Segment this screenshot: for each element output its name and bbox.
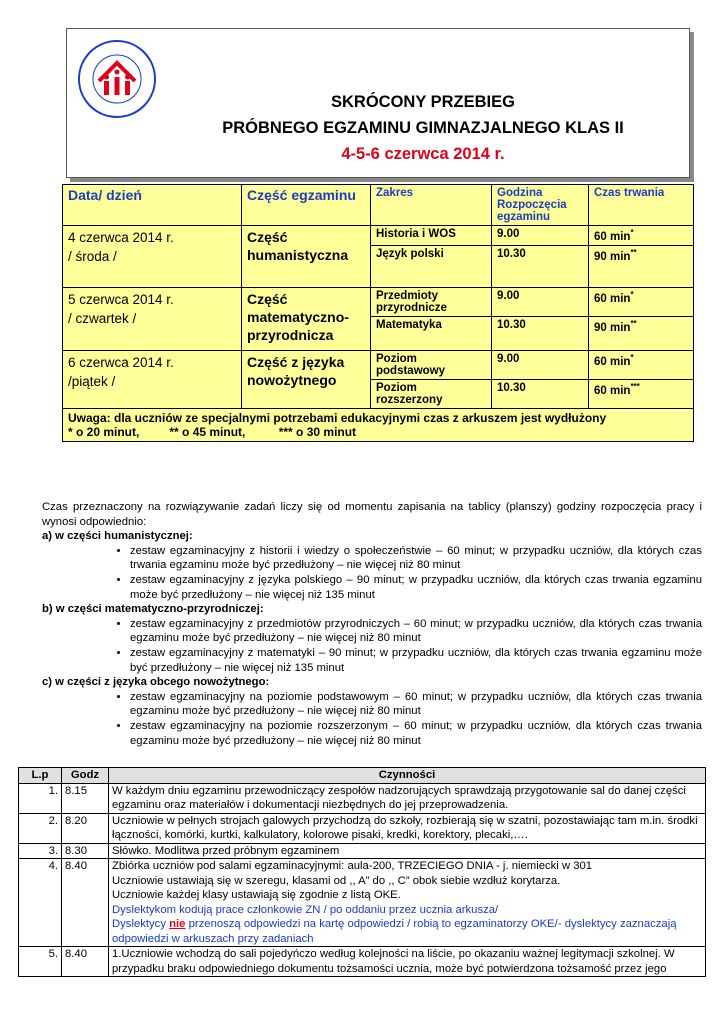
durations-text [42, 500, 702, 748]
start-cell: 9.00 [492, 287, 589, 316]
scope-cell: Matematyka [371, 316, 492, 350]
day-3-part: Część z języka nowożytnego [242, 350, 371, 408]
step-action [109, 859, 706, 947]
section-heading: a) w części humanistycznej: [42, 530, 193, 543]
duration-cell: 60 min*** [589, 379, 694, 408]
steps-table [18, 767, 706, 977]
schedule-table [62, 184, 694, 442]
start-cell: 10.30 [492, 316, 589, 350]
step-action: Słówko. Modlitwa przed próbnym egzaminem [109, 843, 706, 859]
list-item: • zestaw egzaminacyjny z języka polskiego – 90 minut; w przypadku uczniów, dla których czas trwania egzaminu może być przedłużony – nie więcej niż 135 minut [130, 573, 702, 602]
intro-paragraph: Czas przeznaczony na rozwiązywanie zadań liczy się od momentu zapisania na tablicy (planszy) godziny rozpoczęcia pracy i wynosi odpowiednio: [42, 501, 702, 528]
section-list [42, 617, 702, 675]
school-logo [77, 39, 157, 119]
header-lp: L.p [19, 768, 62, 784]
table-row [19, 947, 706, 977]
step-action: W każdym dniu egzaminu przewodniczący zespołów nadzorujących sprawdzają przygotowanie sal do danej części egzaminu oraz materiałów i dokumentacji niezbędnych do jej przeprowadzenia. [109, 783, 706, 813]
duration-cell: 90 min** [589, 316, 694, 350]
header-start: Godzina Rozpoczęcia egzaminu [492, 185, 589, 226]
step-number: 1. [19, 783, 62, 813]
duration-cell: 60 min* [589, 226, 694, 246]
step-number: 3. [19, 843, 62, 859]
header-box [66, 28, 690, 178]
scope-cell: Poziom rozszerzony [371, 379, 492, 408]
step-line: Uczniowie ustawiają się w szeregu, klasami od ,, A” do ,, C” obok siebie wzdłuż korytarza. [112, 874, 561, 887]
list-item: • zestaw egzaminacyjny na poziomie rozszerzonym – 60 minut; w przypadku uczniów, dla których czas trwania egzaminu może być przedłużony – nie więcej niż 80 minut [130, 719, 702, 748]
section-heading: b) w części matematyczno-przyrodniczej: [42, 603, 264, 616]
table-row [19, 843, 706, 859]
start-cell: 10.30 [492, 245, 589, 287]
duration-cell: 90 min** [589, 245, 694, 287]
header-part: Część egzaminu [242, 185, 371, 226]
schedule-header-row [63, 185, 694, 226]
start-cell: 9.00 [492, 226, 589, 246]
step-time: 8.20 [62, 813, 109, 843]
day-2-date: 5 czerwca 2014 r. / czwartek / [63, 287, 242, 350]
day-2-part: Część matematyczno-przyrodnicza [242, 287, 371, 350]
section-list [42, 690, 702, 748]
title-line-1: SKRÓCONY PRZEBIEG [331, 93, 515, 111]
step-time: 8.40 [62, 859, 109, 947]
day-1-row-1 [63, 226, 694, 246]
step-time: 8.40 [62, 947, 109, 977]
title-dates: 4-5-6 czerwca 2014 r. [341, 145, 505, 163]
duration-cell: 60 min* [589, 287, 694, 316]
day-3-row-1 [63, 350, 694, 379]
day-1-date: 4 czerwca 2014 r. / środa / [63, 226, 242, 288]
day-3-date: 6 czerwca 2014 r. /piątek / [63, 350, 242, 408]
table-row [19, 859, 706, 947]
scope-cell: Historia i WOS [371, 226, 492, 246]
start-cell: 9.00 [492, 350, 589, 379]
scope-cell: Przedmioty przyrodnicze [371, 287, 492, 316]
step-line: Zbiórka uczniów pod salami egzaminacyjnymi: aula-200, TRZECIEGO DNIA - j. niemiecki w 301 [112, 860, 593, 872]
table-row [19, 813, 706, 843]
duration-cell: 60 min* [589, 350, 694, 379]
list-item: • zestaw egzaminacyjny z historii i wiedzy o społeczeństwie – 60 minut; w przypadku uczniów, dla których czas trwania egzaminu może być przedłużony – nie więcej niż 80 minut [130, 544, 702, 573]
header-time: Godz [62, 768, 109, 784]
step-number: 2. [19, 813, 62, 843]
step-line: Uczniowie każdej klasy ustawiają się zgodnie z listą OKE. [112, 889, 401, 901]
step-number: 4. [19, 859, 62, 947]
table-row [19, 783, 706, 813]
dyslexia-note-2: Dyslektycy nie przenoszą odpowiedzi na kartę odpowiedzi / robią to egzaminatorzy OKE/- dyslektycy zaznaczają odpowiedzi w arkuszach przy zadaniach [112, 918, 677, 945]
title-line-2: PRÓBNEGO EGZAMINU GIMNAZJALNEGO KLAS II [222, 119, 624, 137]
dyslexia-note-1: Dyslektykom kodują prace członkowie ZN / po oddaniu przez ucznia arkusza/ [112, 903, 499, 916]
header-duration: Czas trwania [589, 185, 694, 226]
step-time: 8.30 [62, 843, 109, 859]
day-2-row-1 [63, 287, 694, 316]
section-heading: c) w części z języka obcego nowożytnego: [42, 676, 270, 689]
header-date: Data/ dzień [63, 185, 242, 226]
step-number: 5. [19, 947, 62, 977]
section-list [42, 544, 702, 602]
step-time: 8.15 [62, 783, 109, 813]
step-action: Uczniowie w pełnych strojach galowych przychodzą do szkoły, rozbierają się w szatni, pozostawiając tam m.in. środki łączności, komórki, kurtki, kalkulatory, kolorowe pisaki, kredki, korektory, plecaki,…. [109, 813, 706, 843]
header-action: Czynności [109, 768, 706, 784]
list-item: • zestaw egzaminacyjny z matematyki – 90 minut; w przypadku uczniów, dla których czas trwania egzaminu może być przedłużony – nie więcej niż 135 minut [130, 646, 702, 675]
scope-cell: Język polski [371, 245, 492, 287]
steps-header-row [19, 768, 706, 784]
step-action: 1.Uczniowie wchodzą do sali pojedyńczo według kolejności na liście, po okazaniu ważnej legitymacji szkolnej. W przypadku braku odpowiedniego dokumentu tożsamości ucznia, może być potwierdzona tożsamość przez jego [109, 947, 706, 977]
day-1-part: Część humanistyczna [242, 226, 371, 288]
scope-cell: Poziom podstawowy [371, 350, 492, 379]
schedule-note-row [63, 408, 694, 441]
list-item: • zestaw egzaminacyjny z przedmiotów przyrodniczych – 60 minut; w przypadku uczniów, dla których czas trwania egzaminu może być przedłużony – nie więcej niż 80 minut [130, 617, 702, 646]
header-scope: Zakres [371, 185, 492, 226]
start-cell: 10.30 [492, 379, 589, 408]
schedule-note: Uwaga: dla uczniów ze specjalnymi potrzebami edukacyjnymi czas z arkuszem jest wydłużony * o 20 minut, ** o 45 minut, *** o 30 minut [63, 408, 694, 441]
list-item: • zestaw egzaminacyjny na poziomie podstawowym – 60 minut; w przypadku uczniów, dla których czas trwania egzaminu może być przedłużony – nie więcej niż 80 minut [130, 690, 702, 719]
